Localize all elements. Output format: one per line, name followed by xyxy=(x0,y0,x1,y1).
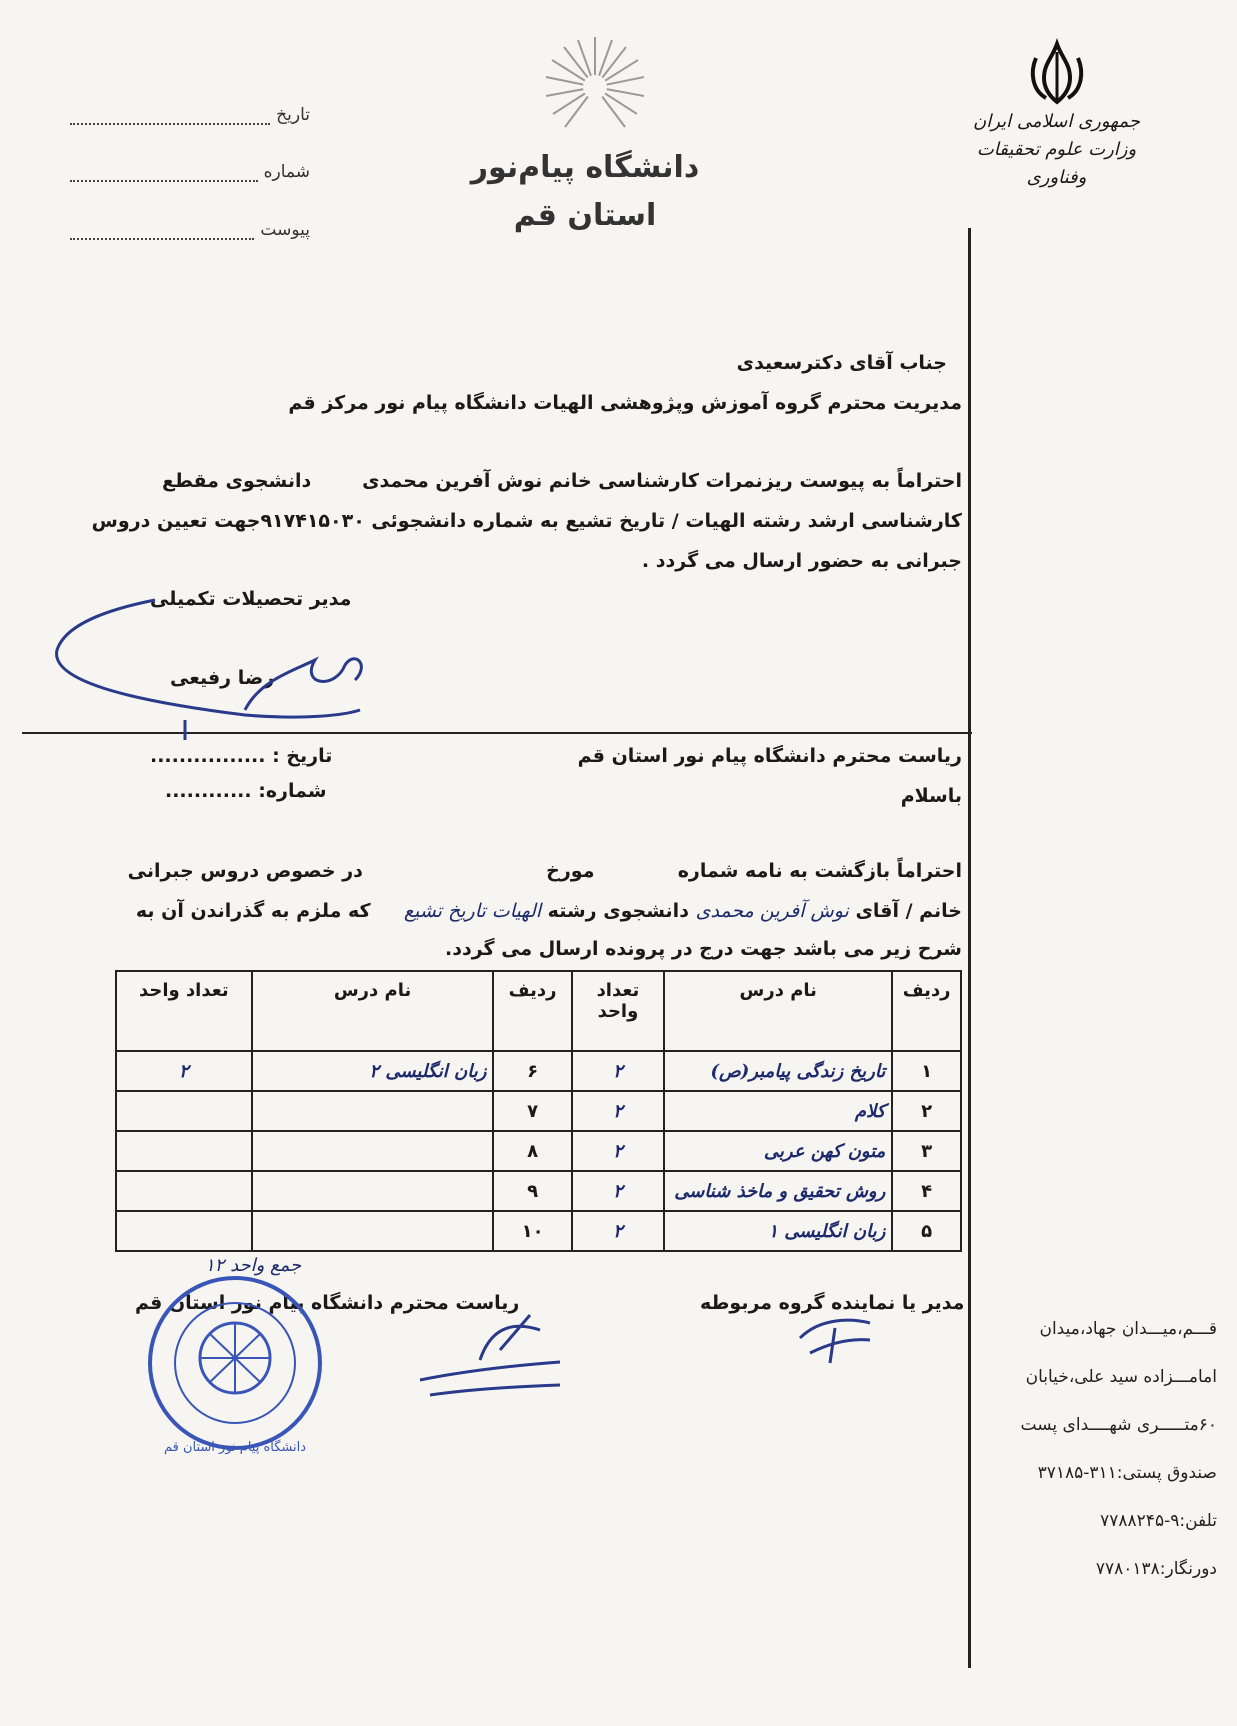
letter1-line1-left: دانشجوی مقطع xyxy=(162,470,312,492)
letter1-line2: کارشناسی ارشد رشته الهیات / تاریخ تشیع به شماره دانشجوئی ۹۱۷۴۱۵۰۳۰جهت تعیین دروس xyxy=(91,510,962,532)
row-number: ۶ xyxy=(493,1051,571,1091)
reply-line2-a: خانم / آقای xyxy=(855,900,962,922)
phone-line: تلفن:۹-۷۷۸۸۲۴۵ xyxy=(1100,1511,1217,1531)
letter1-line3: جبرانی به حضور ارسال می گردد . xyxy=(641,550,962,572)
course-units: ۲ xyxy=(572,1091,664,1131)
address-block xyxy=(982,1305,1217,1593)
ministry-line-1: جمهوری اسلامی ایران xyxy=(973,111,1140,132)
course-name xyxy=(252,1131,494,1171)
header-units2: تعداد واحد xyxy=(116,971,252,1051)
course-name: زبان انگلیسی ۱ xyxy=(664,1211,892,1251)
table-row xyxy=(116,1131,961,1171)
course-units: ۲ xyxy=(572,1131,664,1171)
total-units-note: جمع واحد ۱۲ xyxy=(205,1255,302,1276)
margin-divider xyxy=(968,228,971,1668)
table-row xyxy=(116,1091,961,1131)
course-name xyxy=(252,1211,494,1251)
reply-date-field: تاریخ : ................ xyxy=(150,745,333,767)
course-name xyxy=(252,1171,494,1211)
meta-date-label: تاریخ xyxy=(276,105,310,125)
course-name: کلام xyxy=(664,1091,892,1131)
reply-student-name-handwritten: نوش آفرین محمدی xyxy=(695,900,849,922)
fax-line: دورنگار:۷۷۸۰۱۳۸ xyxy=(1095,1559,1217,1579)
reply-field-handwritten: الهیات تاریخ تشیع xyxy=(403,900,542,922)
reply-line2-b: دانشجوی رشته xyxy=(547,900,689,922)
reply-line2-c: که ملزم به گذراندن آن به xyxy=(135,900,371,922)
reply-line1-c: در خصوص دروس جبرانی xyxy=(127,860,363,882)
reply-line3: شرح زیر می باشد جهت درج در پرونده ارسال می گردد. xyxy=(445,938,962,960)
course-units xyxy=(116,1171,252,1211)
table-row xyxy=(116,1051,961,1091)
course-units: ۲ xyxy=(572,1171,664,1211)
meta-date-field xyxy=(70,105,310,125)
row-number: ۹ xyxy=(493,1171,571,1211)
stamp-text: دانشگاه پیام نور استان قم xyxy=(163,1440,307,1455)
course-name: متون کهن عربی xyxy=(664,1131,892,1171)
iran-emblem-icon xyxy=(1022,38,1092,108)
course-units xyxy=(116,1091,252,1131)
header-course2: نام درس xyxy=(252,971,494,1051)
header-units: تعداد واحد xyxy=(572,971,664,1051)
course-units: ۲ xyxy=(572,1051,664,1091)
meta-number-field xyxy=(70,162,310,182)
address-line: قـــم،میـــدان جهاد،میدان xyxy=(1039,1319,1217,1339)
header-row: ردیف xyxy=(892,971,961,1051)
president-label: ریاست محترم دانشگاه پیام نور استان قم xyxy=(135,1292,520,1314)
reply-line1-b: مورخ xyxy=(546,860,595,882)
row-number: ۲ xyxy=(892,1091,961,1131)
table-row xyxy=(116,1171,961,1211)
university-province: استان قم xyxy=(513,198,657,233)
signature-icon xyxy=(45,570,395,745)
reply-number-field: شماره: ............ xyxy=(165,780,327,802)
course-units xyxy=(116,1211,252,1251)
row-number: ۳ xyxy=(892,1131,961,1171)
addressee-honorific: جناب آقای دکترسعیدی xyxy=(736,352,947,374)
meta-attachment-field xyxy=(70,220,310,240)
reply-greeting: باسلام xyxy=(900,785,962,807)
course-units xyxy=(116,1131,252,1171)
signature-icon xyxy=(410,1310,570,1410)
table-header-row xyxy=(116,971,961,1051)
reply-line1-a: احتراماً بازگشت به نامه شماره xyxy=(677,860,962,882)
reply-salutation: ریاست محترم دانشگاه پیام نور استان قم xyxy=(577,745,962,767)
course-name: تاریخ زندگی پیامبر(ص) xyxy=(664,1051,892,1091)
address-line: امامـــزاده سید علی،خیابان xyxy=(1025,1367,1217,1387)
course-name: زبان انگلیسی ۲ xyxy=(252,1051,494,1091)
row-number: ۱ xyxy=(892,1051,961,1091)
row-number: ۵ xyxy=(892,1211,961,1251)
row-number: ۸ xyxy=(493,1131,571,1171)
letter1-line1-right: احتراماً به پیوست ریزنمرات کارشناسی خانم نوش آفرین محمدی xyxy=(362,470,962,492)
ministry-emblem-block xyxy=(954,38,1159,192)
payame-noor-logo-icon xyxy=(540,32,650,142)
course-units: ۲ xyxy=(116,1051,252,1091)
meta-attachment-label: پیوست xyxy=(260,220,310,240)
reply-line1 xyxy=(127,860,962,882)
group-manager-label: مدیر یا نماینده گروه مربوطه xyxy=(700,1292,965,1314)
header-row2: ردیف xyxy=(493,971,571,1051)
meta-number-label: شماره xyxy=(263,162,310,182)
university-stamp-icon xyxy=(140,1268,330,1458)
row-number: ۷ xyxy=(493,1091,571,1131)
university-name: دانشگاه پیام‌نور xyxy=(470,150,700,185)
course-name: روش تحقیق و ماخذ شناسی xyxy=(664,1171,892,1211)
courses-table xyxy=(115,970,962,1252)
reply-line2 xyxy=(135,900,962,922)
signer-title: مدیر تحصیلات تکمیلی xyxy=(150,588,352,610)
address-line: صندوق پستی:۳۱۱-۳۷۱۸۵ xyxy=(1037,1463,1217,1483)
signer-name: رضا رفیعی xyxy=(170,667,275,689)
row-number: ۱۰ xyxy=(493,1211,571,1251)
table-row xyxy=(116,1211,961,1251)
addressee-department: مدیریت محترم گروه آموزش وپژوهشی الهیات دانشگاه پیام نور مرکز قم xyxy=(288,392,962,414)
letter1-line1 xyxy=(162,470,962,492)
course-units: ۲ xyxy=(572,1211,664,1251)
ministry-line-2: وزارت علوم تحقیقات وفناوری xyxy=(976,139,1137,188)
header-course: نام درس xyxy=(664,971,892,1051)
row-number: ۴ xyxy=(892,1171,961,1211)
course-name xyxy=(252,1091,494,1131)
address-line: ۶۰متـــــری شهــــدای پست xyxy=(1020,1415,1217,1435)
signature-icon xyxy=(790,1308,880,1368)
